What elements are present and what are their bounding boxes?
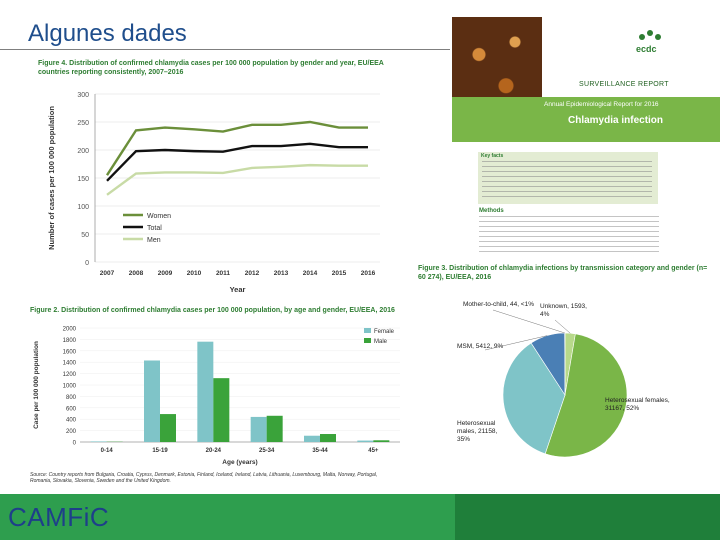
x-tick-label: 2015 bbox=[331, 270, 347, 277]
bar-male-15-19 bbox=[160, 414, 176, 442]
figure4-title bbox=[38, 60, 398, 77]
legend-label-female: Female bbox=[374, 329, 395, 335]
bar-female-45+ bbox=[357, 441, 373, 442]
x-tick-label: 45+ bbox=[368, 448, 379, 454]
report-logo-text: ecdc bbox=[636, 44, 657, 54]
pie-label-0: Heterosexual females, 31167, 52% bbox=[605, 397, 670, 412]
bar-male-25-34 bbox=[267, 416, 283, 442]
figure4-title-text: Distribution of confirmed chlamydia cases per 100 000 population by gender and year, EU/EEA countries reporting consistently, 2007–2016 bbox=[38, 60, 384, 76]
figure2-title-prefix: Figure 2. bbox=[30, 307, 60, 314]
x-tick-label: 0-14 bbox=[100, 448, 113, 454]
figure3-title-text: Distribution of chlamydia infections by transmission category and gender (n= 60 274), EU/EEA, 2016 bbox=[418, 265, 708, 281]
legend-label-total: Total bbox=[147, 225, 162, 232]
y-tick-label: 600 bbox=[65, 406, 76, 413]
x-tick-label: 2008 bbox=[128, 270, 144, 277]
pie-label-4: Unknown, 1593, 4% bbox=[540, 303, 587, 318]
pie-label-2: MSM, 5412, 9% bbox=[457, 343, 504, 350]
x-tick-label: 2011 bbox=[215, 270, 231, 277]
figure2-title bbox=[30, 307, 400, 316]
footer-logo: CAMFiC bbox=[8, 502, 110, 532]
bar-male-35-44 bbox=[320, 434, 336, 442]
pie-leader-4 bbox=[555, 320, 570, 333]
legend-label-male: Male bbox=[374, 339, 388, 345]
x-tick-label: 2014 bbox=[302, 270, 318, 277]
x-tick-label: 35-44 bbox=[312, 448, 328, 454]
x-tick-label: 2012 bbox=[244, 270, 260, 277]
report-title: Chlamydia infection bbox=[568, 115, 664, 126]
legend-swatch-female bbox=[364, 328, 371, 333]
methods-text-lines bbox=[479, 216, 659, 256]
footer-strip bbox=[455, 494, 720, 540]
figure3-title bbox=[418, 265, 714, 282]
y-axis-label: Number of cases per 100 000 population bbox=[47, 106, 56, 250]
legend-swatch-male bbox=[364, 338, 371, 343]
y-tick-label: 50 bbox=[81, 232, 89, 239]
y-tick-label: 1200 bbox=[62, 372, 76, 379]
x-tick-label: 2007 bbox=[99, 270, 115, 277]
x-tick-label: 2016 bbox=[360, 270, 376, 277]
y-tick-label: 800 bbox=[65, 394, 76, 401]
figure3-title-prefix: Figure 3. bbox=[418, 265, 448, 272]
y-tick-label: 2000 bbox=[62, 326, 76, 333]
pie-label-1: Heterosexual males, 21158, 35% bbox=[457, 420, 498, 443]
report-subtitle: Annual Epidemiological Report for 2016 bbox=[544, 101, 659, 108]
y-tick-label: 200 bbox=[77, 148, 89, 155]
y-tick-label: 150 bbox=[77, 176, 89, 183]
pie-leader-3 bbox=[493, 310, 565, 333]
series-line-total bbox=[107, 144, 368, 181]
bar-female-15-19 bbox=[144, 360, 160, 442]
bar-male-45+ bbox=[373, 440, 389, 442]
bar-female-35-44 bbox=[304, 436, 320, 442]
bar-female-20-24 bbox=[197, 342, 213, 442]
x-tick-label: 2009 bbox=[157, 270, 173, 277]
figure4-title-prefix: Figure 4. bbox=[38, 60, 68, 67]
slide-title: Algunes dades bbox=[28, 20, 187, 47]
figure2-bar-chart bbox=[28, 320, 408, 470]
figure4-line-chart bbox=[40, 82, 390, 297]
y-tick-label: 1600 bbox=[62, 349, 76, 356]
x-axis-label: Age (years) bbox=[222, 459, 258, 466]
bar-female-25-34 bbox=[251, 417, 267, 442]
y-tick-label: 0 bbox=[72, 440, 76, 447]
y-tick-label: 0 bbox=[85, 260, 89, 267]
bar-female-0-14 bbox=[91, 441, 107, 442]
legend-label-women: Women bbox=[147, 213, 171, 220]
x-tick-label: 2013 bbox=[273, 270, 289, 277]
x-tick-label: 15-19 bbox=[152, 448, 168, 454]
y-tick-label: 1400 bbox=[62, 360, 76, 367]
y-tick-label: 400 bbox=[65, 417, 76, 424]
report-label: SURVEILLANCE REPORT bbox=[579, 81, 669, 88]
bar-male-20-24 bbox=[213, 378, 229, 442]
methods-heading: Methods bbox=[479, 208, 504, 214]
key-facts-heading: Key facts bbox=[481, 153, 504, 159]
y-tick-label: 1000 bbox=[62, 383, 76, 390]
x-tick-label: 20-24 bbox=[205, 448, 222, 454]
figure3-pie-chart bbox=[415, 290, 715, 490]
x-axis-label: Year bbox=[229, 285, 246, 294]
y-axis-label: Case per 100 000 population bbox=[33, 341, 40, 429]
report-logo bbox=[630, 27, 670, 55]
figure2-title-text: Distribution of confirmed chlamydia cases per 100 000 population, by age and gender, EU/EEA, 2016 bbox=[61, 307, 395, 314]
legend-label-men: Men bbox=[147, 237, 161, 244]
y-tick-label: 200 bbox=[65, 429, 76, 436]
x-tick-label: 25-34 bbox=[258, 448, 275, 454]
x-tick-label: 2010 bbox=[186, 270, 202, 277]
figure2-source: Source: Country reports from Bulgaria, Croatia, Cyprus, Denmark, Estonia, Finland, Iceland, Ireland, Latvia, Lithuania, Luxembourg, Malta, Norway, Portugal, Romania, Slovakia, Slovenia, Sweden and the United Kingdom. bbox=[30, 472, 378, 484]
y-tick-label: 100 bbox=[77, 204, 89, 211]
y-tick-label: 1800 bbox=[62, 337, 76, 344]
key-facts-box bbox=[478, 152, 658, 204]
y-tick-label: 300 bbox=[77, 92, 89, 99]
pie-label-3: Mother-to-child, 44, <1% bbox=[463, 301, 534, 308]
key-facts-text-lines bbox=[482, 161, 652, 201]
title-divider bbox=[0, 49, 450, 50]
series-line-men bbox=[107, 165, 368, 195]
report-cover bbox=[452, 17, 720, 142]
y-tick-label: 250 bbox=[77, 120, 89, 127]
